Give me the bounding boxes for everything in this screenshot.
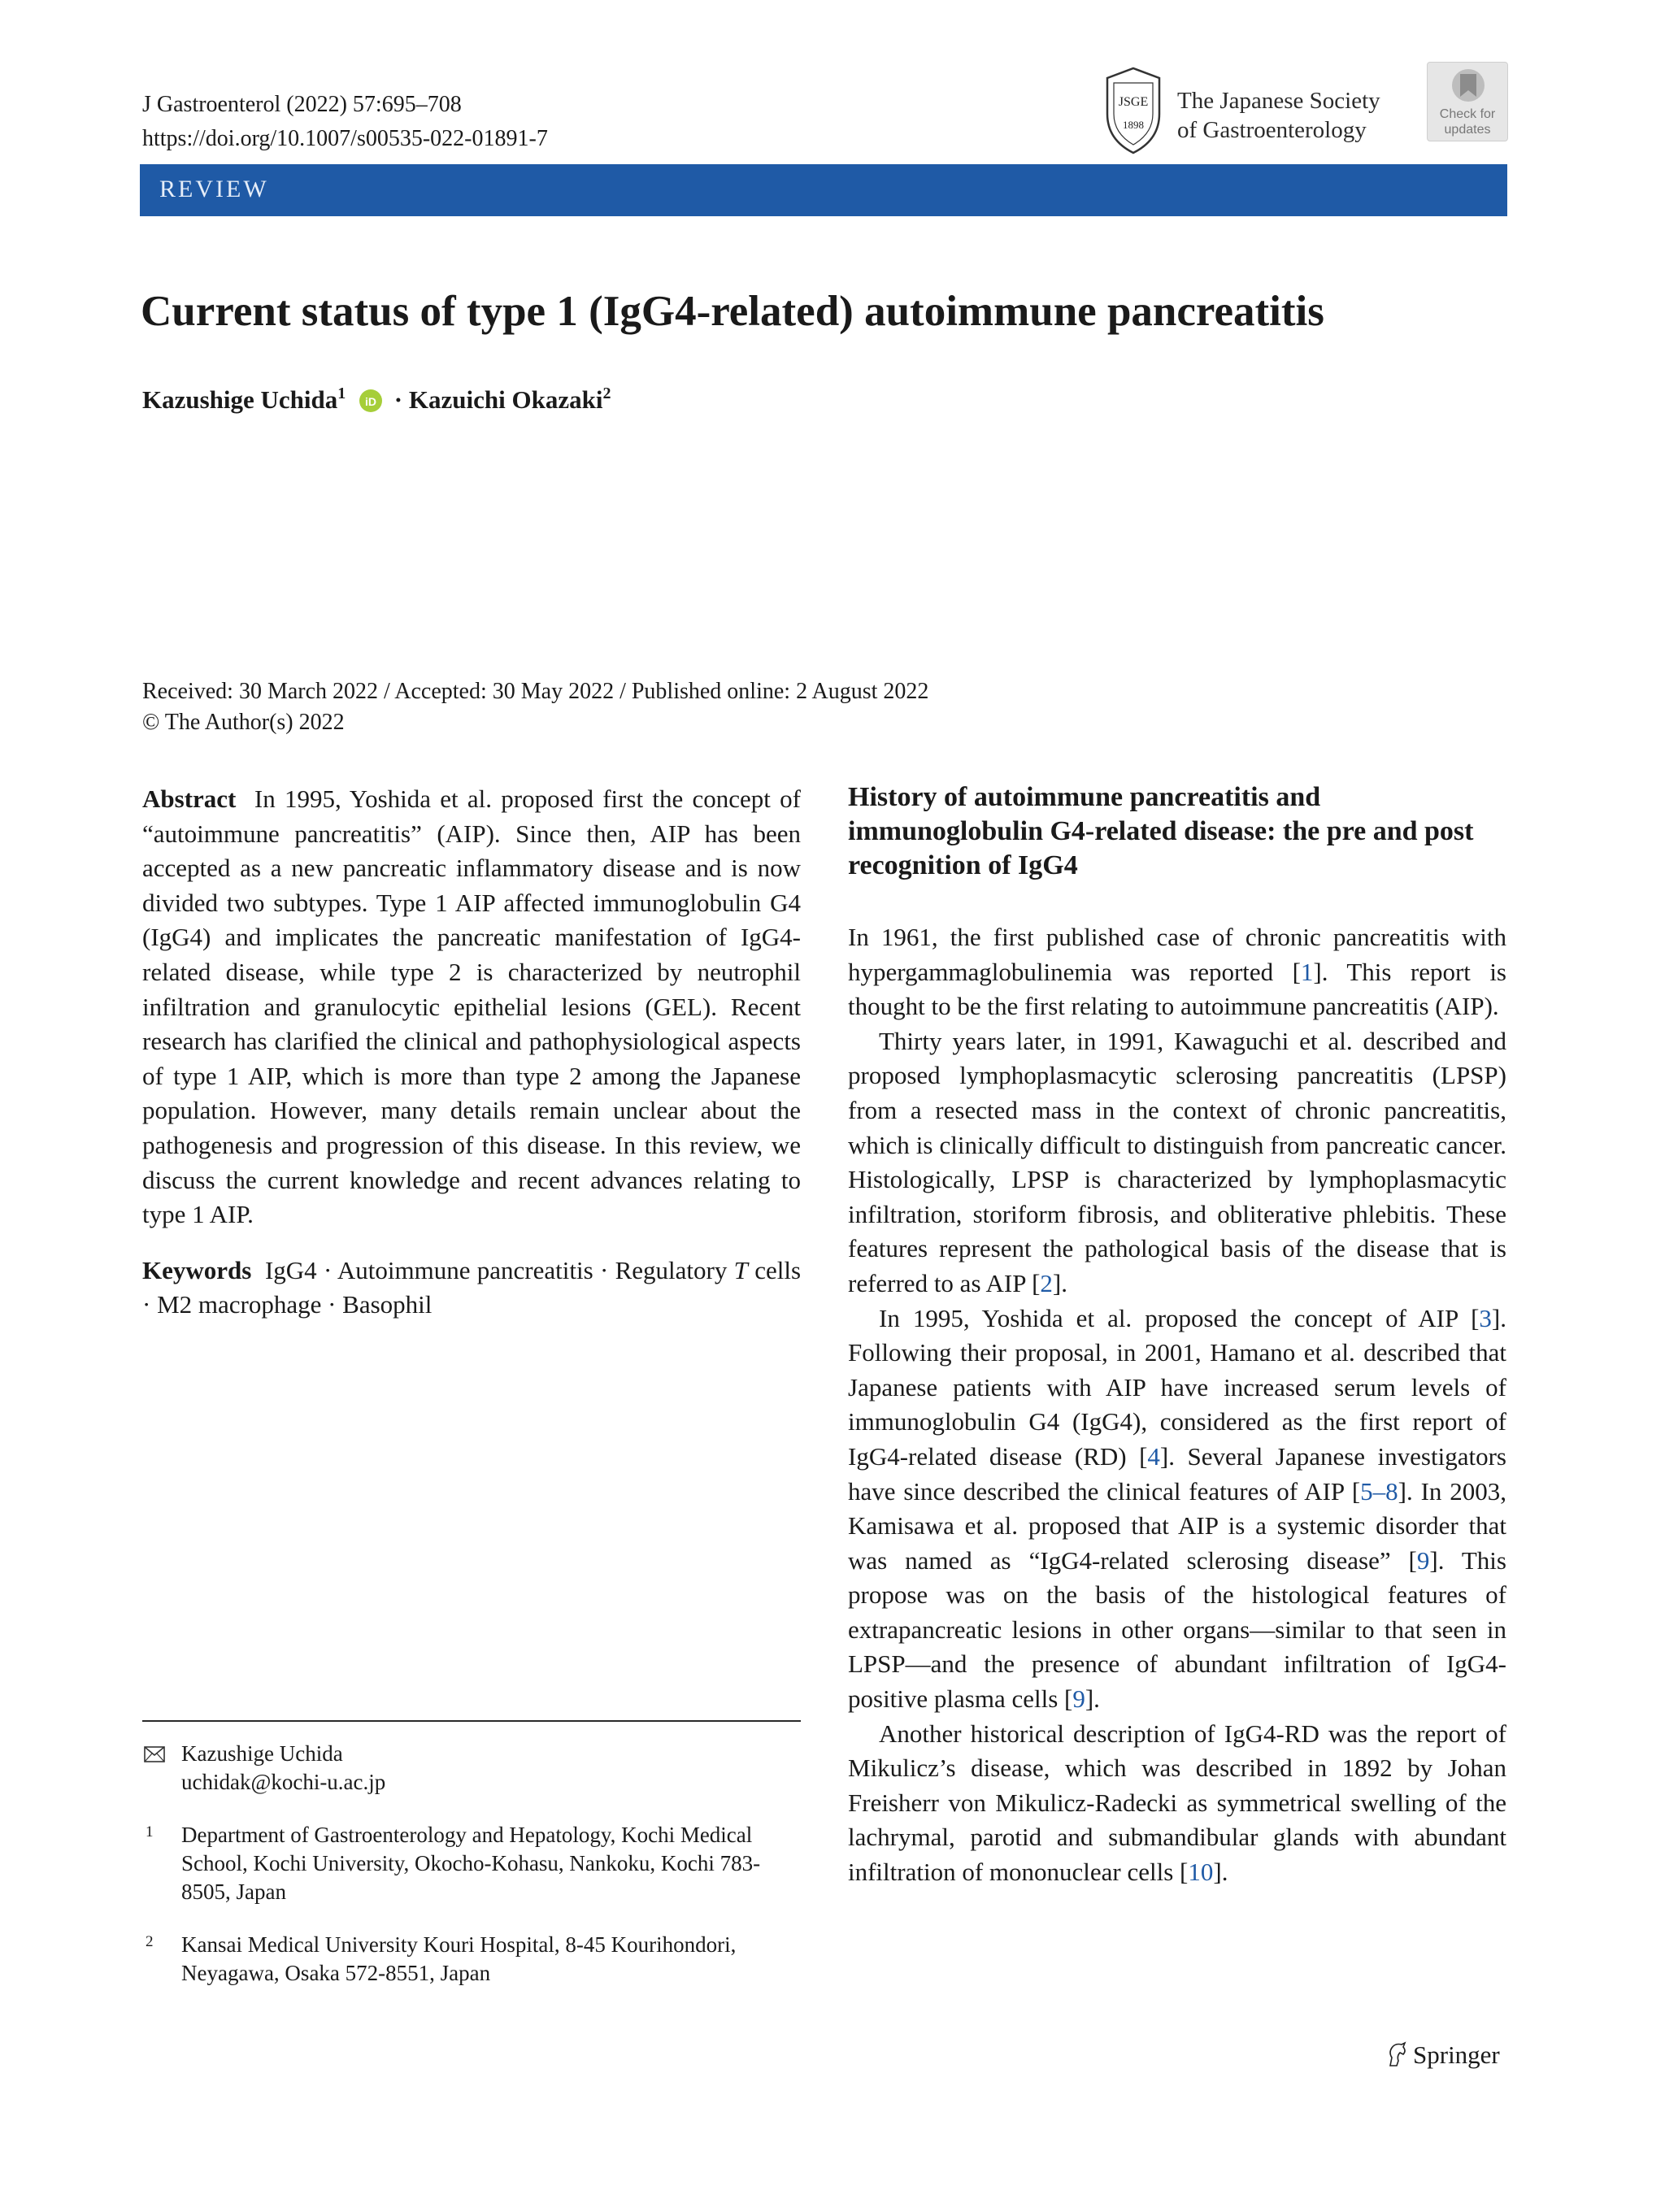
seal-year: 1898 <box>1123 119 1144 131</box>
author-name[interactable]: Kazushige Uchida <box>142 385 338 414</box>
citation-link[interactable]: 3 <box>1479 1303 1492 1332</box>
doi-link[interactable]: https://doi.org/10.1007/s00535-022-01891-7 <box>142 126 548 151</box>
publication-dates: Received: 30 March 2022 / Accepted: 30 May 2022 / Published online: 2 August 2022 <box>142 679 929 704</box>
copyright-notice: © The Author(s) 2022 <box>142 710 345 735</box>
citation-link[interactable]: 5–8 <box>1360 1476 1398 1506</box>
paragraph-text: ]. Several Japanese investigators have since described the clinical features of AIP [ <box>848 1441 1506 1506</box>
publisher-logo <box>1385 2039 1500 2071</box>
affiliation-number: 2 <box>146 1933 154 1950</box>
body-paragraph <box>848 1302 1506 1717</box>
seal-text: JSGE <box>1118 95 1149 109</box>
check-for-updates-button[interactable] <box>1427 62 1508 141</box>
affiliation <box>142 1931 801 1988</box>
orcid-icon[interactable] <box>359 389 383 413</box>
body-paragraph <box>848 920 1506 1024</box>
check-updates-line1: Check for <box>1439 107 1496 121</box>
publisher-name: Springer <box>1413 2040 1500 2069</box>
paragraph-text: ]. <box>1085 1684 1100 1714</box>
affiliation-marker: 1 <box>337 385 346 402</box>
citation-link[interactable]: 2 <box>1040 1268 1053 1297</box>
paragraph-text: ]. <box>1213 1858 1228 1887</box>
bookmark-icon <box>1428 63 1509 106</box>
article-title: Current status of type 1 (IgG4-related) autoimmune pancreatitis <box>141 288 1324 335</box>
paragraph-text: In 1961, the first published case of chronic pancreatitis with hypergammaglobulinemia was reported [ <box>848 923 1506 986</box>
footnotes <box>142 1740 801 1988</box>
paragraph-text: Thirty years later, in 1991, Kawaguchi et al. described and proposed lymphoplasmacytic sclerosing pancreatitis (LPSP) from a resected mass in the context of chronic pancreatitis, which is clinically difficult to distinguish from pancreatic cancer. Histologically, LPSP is characterized by lymphoplasmacytic infiltration, storiform fibrosis, and obliterative phlebitis. These features represent the pathological basis of the disease that is referred to as AIP [ <box>848 1026 1506 1297</box>
check-updates-line2: updates <box>1444 123 1491 137</box>
section-heading: History of autoimmune pancreatitis and immunoglobulin G4-related disease: the pre and post recognition of IgG4 <box>848 782 1474 880</box>
keywords-italic: T <box>733 1255 748 1284</box>
affiliation-number: 1 <box>146 1823 154 1840</box>
author-separator: · <box>393 385 403 414</box>
envelope-icon <box>144 1746 165 1762</box>
author-name[interactable]: Kazuichi Okazaki <box>408 385 603 414</box>
citation-link[interactable]: 4 <box>1147 1441 1160 1471</box>
jsge-seal-icon <box>1099 65 1167 156</box>
citation-link[interactable]: 9 <box>1416 1545 1430 1575</box>
paragraph-text: ]. In 2003, Kamisawa et al. proposed that AIP is a systemic disorder that was named as “IgG4-related sclerosing disease” [ <box>848 1476 1506 1575</box>
correspondence <box>142 1740 801 1797</box>
keywords-label: Keywords <box>142 1255 252 1284</box>
author-list <box>142 384 611 416</box>
article-type-label: REVIEW <box>159 176 269 202</box>
keywords-text-rest: cells · M2 macrophage · Basophil <box>142 1255 802 1319</box>
article-history <box>142 676 928 738</box>
journal-meta <box>142 88 548 156</box>
keywords <box>142 1254 801 1323</box>
affiliation-marker: 2 <box>602 385 611 402</box>
paragraph-text: ]. <box>1052 1268 1067 1297</box>
paragraph-text: ]. Following their proposal, in 2001, Hamano et al. described that Japanese patients with AIP have increased serum levels of immunoglobulin G4 (IgG4), considered as the first report of IgG4-related disease (RD) [ <box>848 1303 1506 1471</box>
paragraph-text: ]. This report is thought to be the first relating to autoimmune pancreatitis (AIP). <box>848 957 1506 1021</box>
svg-text:iD: iD <box>365 395 377 408</box>
affiliation <box>142 1821 801 1906</box>
body-paragraph <box>848 1717 1506 1890</box>
footnote-divider <box>142 1720 801 1722</box>
keywords-text: IgG4 · Autoimmune pancreatitis · Regulatory <box>264 1255 728 1284</box>
paragraph-text: ]. This propose was on the basis of the histological features of extrapancreatic lesions in other organs—similar to that seen in LPSP—and the presence of abundant infiltration of IgG4-positive plasma cells [ <box>848 1545 1506 1714</box>
springer-horse-icon <box>1385 2041 1408 2067</box>
citation-link[interactable]: 10 <box>1188 1858 1214 1887</box>
journal-citation: J Gastroenterol (2022) 57:695–708 <box>142 92 462 117</box>
correspondence-name: Kazushige Uchida <box>181 1741 343 1766</box>
affiliation-text: Department of Gastroenterology and Hepatology, Kochi Medical School, Kochi University, Okocho-Kohasu, Nankoku, Kochi 783-8505, Japan <box>181 1823 761 1904</box>
paragraph-text: In 1995, Yoshida et al. proposed the concept of AIP [ <box>879 1303 1480 1332</box>
society-name-line2: of Gastroenterology <box>1177 117 1367 143</box>
check-updates-label <box>1428 106 1507 137</box>
affiliation-text: Kansai Medical University Kouri Hospital, 8-45 Kourihondori, Neyagawa, Osaka 572-8551, Japan <box>181 1932 737 1985</box>
citation-link[interactable]: 1 <box>1300 957 1314 986</box>
society-name <box>1177 86 1380 145</box>
abstract-label: Abstract <box>142 784 237 813</box>
right-column <box>848 920 1506 1890</box>
article-type-bar <box>140 164 1507 216</box>
body-paragraph <box>848 1024 1506 1302</box>
correspondence-email[interactable]: uchidak@kochi-u.ac.jp <box>181 1770 386 1794</box>
paragraph-text: Another historical description of IgG4-RD was the report of Mikulicz’s disease, which was described in 1892 by Johan Freisherr von Mikulicz-Radecki as symmetrical swelling of the lachrymal, parotid and submandibular glands with abundant infiltration of mononuclear cells [ <box>848 1719 1506 1887</box>
left-column <box>142 782 801 1323</box>
abstract-text: In 1995, Yoshida et al. proposed first the concept of “autoimmune pancreatitis” (AIP). Since then, AIP has been accepted as a new pancreatic inflammatory disease and is now divided two subtypes. Type 1 AIP affected immunoglobulin G4 (IgG4) and implicates the pancreatic manifestation of IgG4-related disease, while type 2 is characterized by neutrophil infiltration and granulocytic epithelial lesions (GEL). Recent research has clarified the clinical and pathophysiological aspects of type 1 AIP, which is more than type 2 among the Japanese population. However, many details remain unclear about the pathogenesis and progression of this disease. In this review, we discuss the current knowledge and recent advances relating to type 1 AIP. <box>142 784 801 1229</box>
citation-link[interactable]: 9 <box>1072 1684 1085 1714</box>
abstract <box>142 782 801 1232</box>
society-name-line1: The Japanese Society <box>1177 88 1380 114</box>
